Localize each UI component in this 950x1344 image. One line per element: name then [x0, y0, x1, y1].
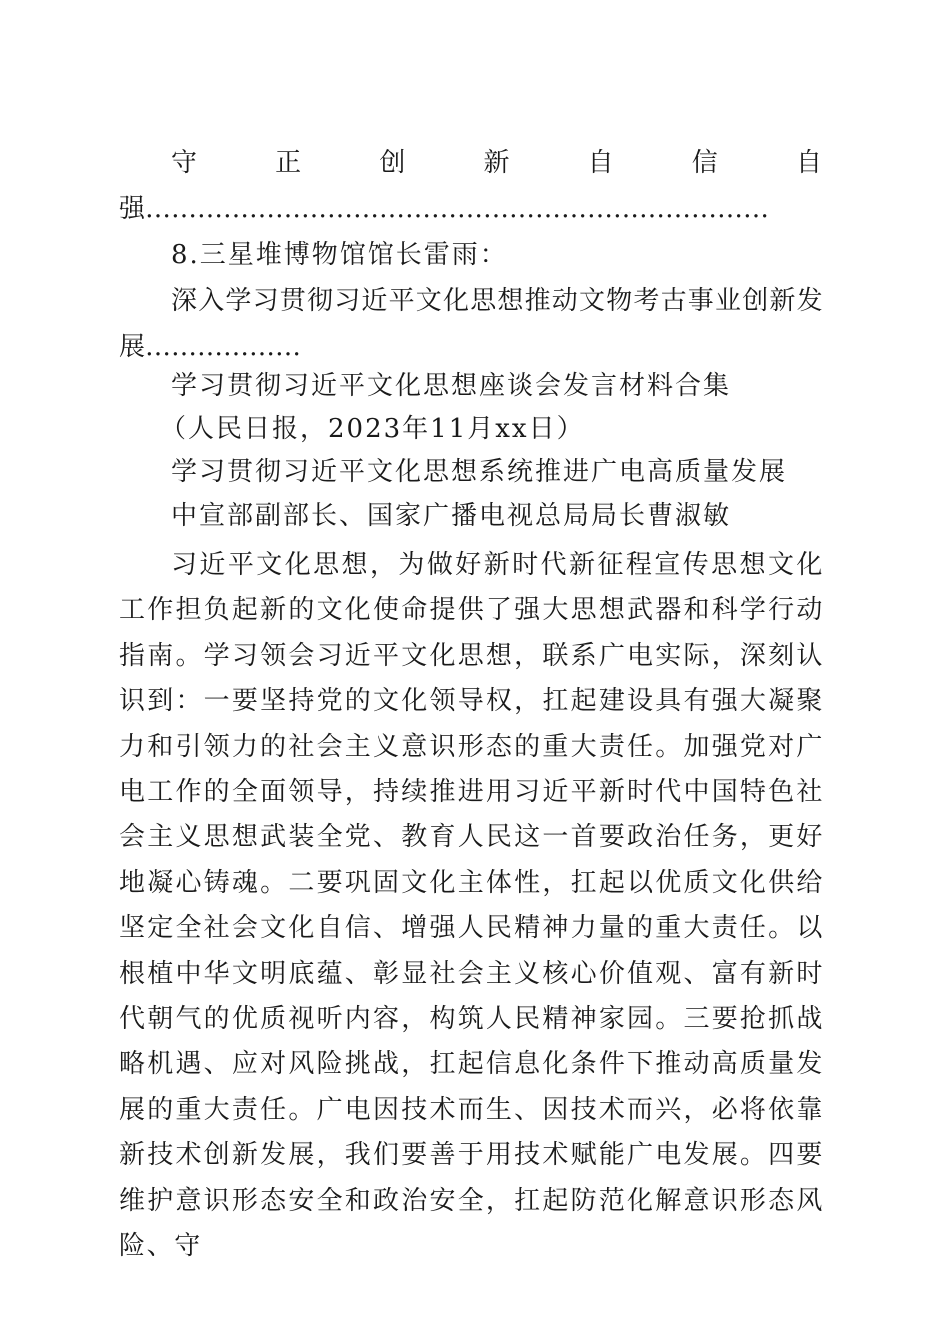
toc-char: 新: [483, 148, 512, 178]
toc-entry-8-title: 8.三星堆博物馆馆长雷雨：: [171, 240, 508, 270]
toc-entry-8-continuation: 展………………: [119, 332, 302, 362]
toc-entry-7-continuation: 强………………………………………………………………: [119, 194, 769, 224]
speaker-line: 中宣部副部长、国家广播电视总局局长曹淑敏: [171, 501, 732, 531]
toc-char: 自: [587, 148, 616, 178]
toc-char: 创: [379, 148, 408, 178]
source-line: （人民日报，2023年11月xx日）: [160, 414, 585, 444]
toc-entry-7-line: [171, 146, 824, 180]
collection-title: 学习贯彻习近平文化思想座谈会发言材料合集: [171, 371, 732, 401]
toc-char: 守: [171, 148, 200, 178]
toc-entry-8-text: 深入学习贯彻习近平文化思想推动文物考古事业创新发: [171, 286, 824, 316]
body-paragraph: 习近平文化思想，为做好新时代新征程宣传思想文化工作担负起新的文化使命提供了强大思想武器和科学行动指南。学习领会习近平文化思想，联系广电实际，深刻认识到：一要坚持党的文化领导权，扛起建设具有强大凝聚力和引领力的社会主义意识形态的重大责任。加强党对广电工作的全面领导，持续推进用习近平新时代中国特色社会主义思想武装全党、教育人民这一首要政治任务，更好地凝心铸魂。二要巩固文化主体性，扛起以优质文化供给坚定全社会文化自信、增强人民精神力量的重大责任。以根植中华文明底蕴、彰显社会主义核心价值观、富有新时代朝气的优质视听内容，构筑人民精神家园。三要抢抓战略机遇、应对风险挑战，扛起信息化条件下推动高质量发展的重大责任。广电因技术而生、因技术而兴，必将依靠新技术创新发展，我们要善于用技术赋能广电发展。四要维护意识形态安全和政治安全，扛起防范化解意识形态风险、守: [119, 550, 824, 1262]
toc-char: 自: [795, 148, 824, 178]
speech-title: 学习贯彻习近平文化思想系统推进广电高质量发展: [171, 457, 788, 487]
toc-char: 信: [691, 148, 720, 178]
toc-char: 正: [275, 148, 304, 178]
